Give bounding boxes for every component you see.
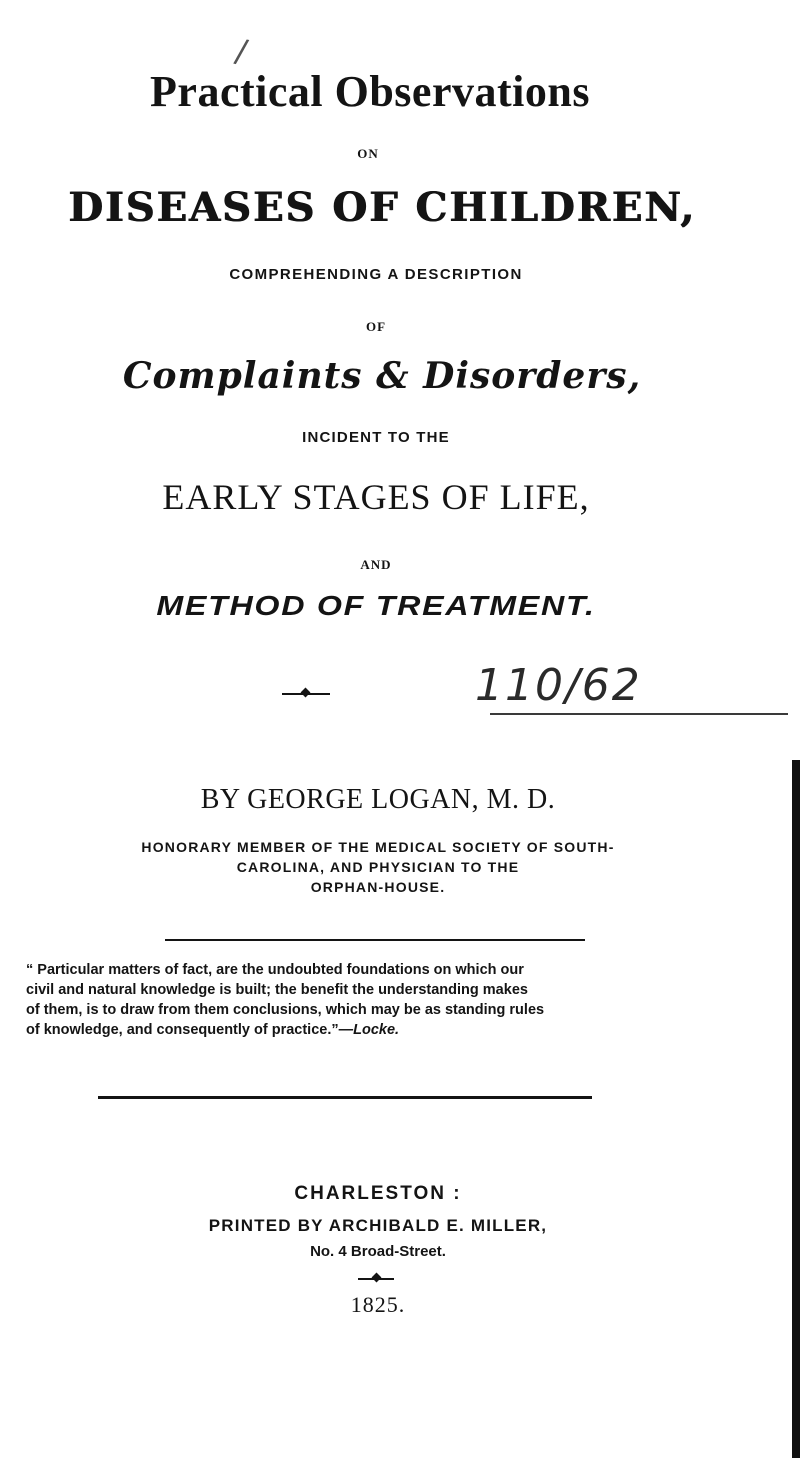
on-word: ON xyxy=(357,146,379,161)
epigraph-line: of them, is to draw from them conclusions, which may be as standing rules xyxy=(26,1002,545,1018)
method-heading: METHOD OF TREATMENT. xyxy=(156,590,596,621)
and-word: AND xyxy=(360,557,392,572)
epigraph-line: of knowledge, and consequently of practice.”— xyxy=(26,1022,354,1038)
epigraph-attribution: Locke. xyxy=(353,1022,400,1038)
imprint-city: CHARLESTON : xyxy=(294,1183,462,1204)
early-stages-line: EARLY STAGES OF LIFE, xyxy=(162,477,590,517)
subject-heading: DISEASES OF CHILDREN, xyxy=(68,184,696,231)
pencil-mark: / xyxy=(232,31,251,71)
rule-above-epigraph xyxy=(165,939,585,941)
imprint-printer: PRINTED BY ARCHIBALD E. MILLER, xyxy=(208,1216,548,1235)
publication-year: 1825. xyxy=(350,1292,406,1317)
author-line: BY GEORGE LOGAN, M. D. xyxy=(200,784,556,815)
credentials-line: HONORARY MEMBER OF THE MEDICAL SOCIETY OF SOUTH- xyxy=(141,839,615,855)
epigraph xyxy=(18,960,598,1040)
comprehending-line: COMPREHENDING A DESCRIPTION xyxy=(229,266,523,283)
handwritten-underline xyxy=(490,713,788,715)
rule-below-epigraph xyxy=(98,1096,592,1099)
page-edge-shadow xyxy=(792,760,800,1458)
book-title: Practical Observations xyxy=(150,67,590,116)
credentials-line: CAROLINA, AND PHYSICIAN TO THE xyxy=(236,859,520,875)
imprint-address: No. 4 Broad-Street. xyxy=(310,1243,446,1260)
author-credentials xyxy=(0,837,778,897)
epigraph-line: “ Particular matters of fact, are the undoubted foundations on which our xyxy=(26,962,524,978)
of-word: OF xyxy=(365,319,387,334)
incident-line: INCIDENT TO THE xyxy=(302,429,450,446)
credentials-line: ORPHAN-HOUSE. xyxy=(310,879,446,895)
complaints-heading: Complaints & Disorders, xyxy=(122,355,642,397)
handwritten-shelfmark: 110/62 xyxy=(475,660,642,711)
epigraph-line: civil and natural knowledge is built; the benefit the understanding makes xyxy=(26,982,528,998)
